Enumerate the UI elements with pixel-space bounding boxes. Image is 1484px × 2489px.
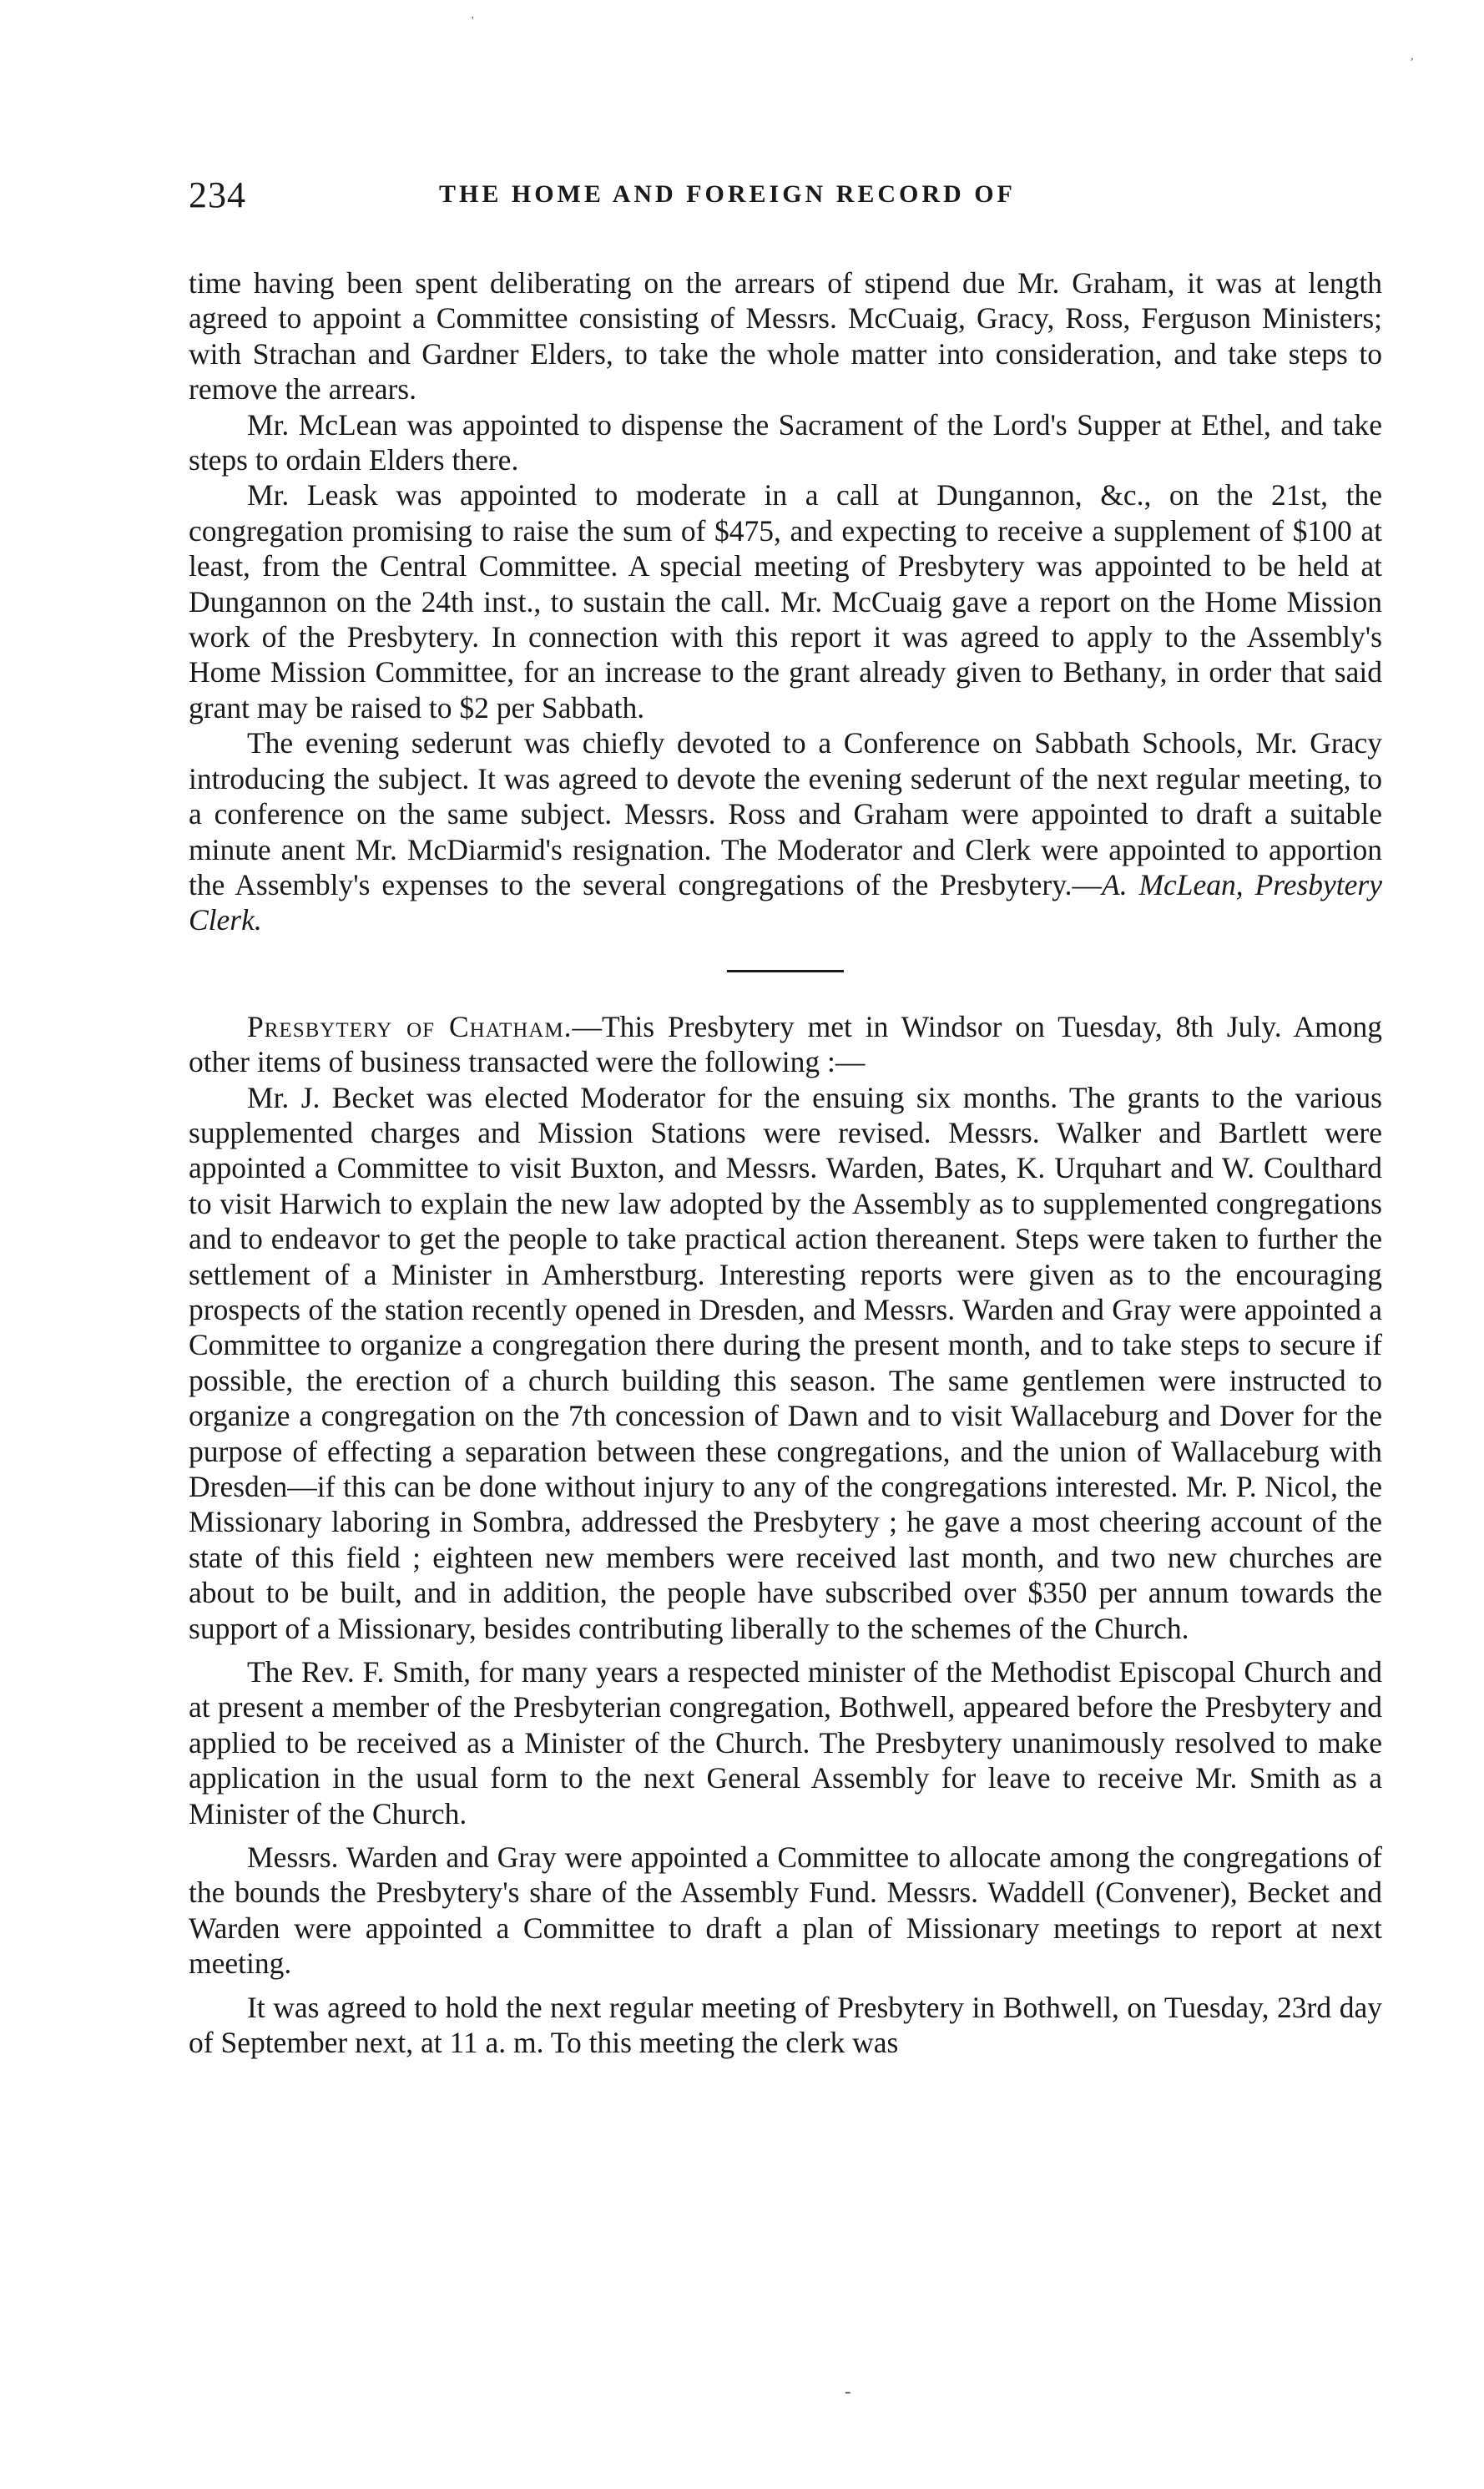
running-head: THE HOME AND FOREIGN RECORD OF	[439, 180, 1016, 208]
paragraph-text: The evening sederunt was chiefly devoted to a Conference on Sabbath Schools, Mr. Gracy introducing the subject. It was agreed to devote the evening sederunt of the next regular meeting, to a conference on the same subject. Messrs. Ross and Graham were appointed to draft a suitable minute anent Mr. McDiarmid's resignation. The Moderator and Clerk were appointed to apportion the Assembly's expenses to the several congregations of the Presbytery.—	[189, 726, 1382, 901]
paragraph: Messrs. Warden and Gray were appointed a Committee to allocate among the congregations of the bounds the Presbytery's share of the Assembly Fund. Messrs. Waddell (Convener), Becket and Warden were appointed a Committee to draft a plan of Missionary meetings to report at next meeting.	[189, 1840, 1382, 1981]
paragraph: Mr. Leask was appointed to moderate in a call at Dungannon, &c., on the 21st, the congregation promising to raise the sum of $475, and expecting to receive a supplement of $100 at least, from the Central Committee. A special meeting of Presbytery was appointed to be held at Dungannon on the 24th inst., to sustain the call. Mr. McCuaig gave a report on the Home Mission work of the Presbytery. In connection with this report it was agreed to apply to the Assembly's Home Mission Committee, for an increase to the grant already given to Bethany, in order that said grant may be raised to $2 per Sabbath.	[189, 478, 1382, 724]
paragraph: Mr. McLean was appointed to dispense the Sacrament of the Lord's Supper at Ethel, and take steps to ordain Elders there.	[189, 407, 1382, 477]
paragraph: The Rev. F. Smith, for many years a respected minister of the Methodist Episcopal Church and at present a member of the Presbyterian congregation, Bothwell, appeared before the Presbytery and applied to be received as a Minister of the Church. The Presbytery unanimously resolved to make application in the usual form to the next General Assembly for leave to receive Mr. Smith as a Minister of the Church.	[189, 1655, 1382, 1830]
page-header	[189, 174, 1382, 224]
paragraph: Mr. J. Becket was elected Moderator for the ensuing six months. The grants to the various supplemented charges and Mission Stations were revised. Messrs. Walker and Bartlett were appointed a Committee to visit Buxton, and Messrs. Warden, Bates, K. Urquhart and W. Coulthard to visit Harwich to explain the new law adopted by the Assembly as to supplemented congregations and to endeavor to get the people to take practical action thereanent. Steps were taken to further the settlement of a Minister in Amherstburg. Interesting reports were given as to the encouraging prospects of the station recently opened in Dresden, and Messrs. Warden and Gray were appointed a Committee to organize a congregation there during the present month, and to take steps to secure if possible, the erection of a church building this season. The same gentlemen were instructed to organize a congregation on the 7th concession of Dawn and to visit Wallaceburg and Dover for the purpose of effecting a separation between these congregations, and the union of Wallaceburg with Dresden—if this can be done without injury to any of the congregations interested. Mr. P. Nicol, the Missionary laboring in Sombra, addressed the Presbytery ; he gave a most cheering account of the state of this field ; eighteen new members were received last month, and two new churches are about to be built, and in addition, the people have subscribed over $350 per annum towards the support of a Missionary, besides contributing liberally to the schemes of the Church.	[189, 1080, 1382, 1645]
paragraph	[189, 1009, 1382, 1080]
paragraph	[189, 725, 1382, 937]
section-heading: Presbytery of Chatham.	[247, 1009, 573, 1043]
scan-speck: '	[472, 15, 474, 28]
paragraph: It was agreed to hold the next regular meeting of Presbytery in Bothwell, on Tuesday, 23rd day of September next, at 11 a. m. To this meeting the clerk was	[189, 1990, 1382, 2060]
page-body	[189, 265, 1382, 2061]
scan-speck: -	[845, 2380, 851, 2401]
scan-speck: ,	[1411, 50, 1414, 63]
section-intro: —This Presbytery met in Windsor on Tuesday, 8th July. Among other items of business transacted were the following :—	[189, 1009, 1383, 1079]
paragraph: time having been spent deliberating on the arrears of stipend due Mr. Graham, it was at length agreed to appoint a Committee consisting of Messrs. McCuaig, Gracy, Ross, Ferguson Ministers; with Strachan and Gardner Elders, to take the whole matter into consideration, and take steps to remove the arrears.	[189, 266, 1382, 406]
section-divider	[727, 970, 844, 972]
page-number: 234	[189, 174, 246, 215]
clerk-signature: A. McLean, Presbytery Clerk.	[189, 867, 1382, 937]
